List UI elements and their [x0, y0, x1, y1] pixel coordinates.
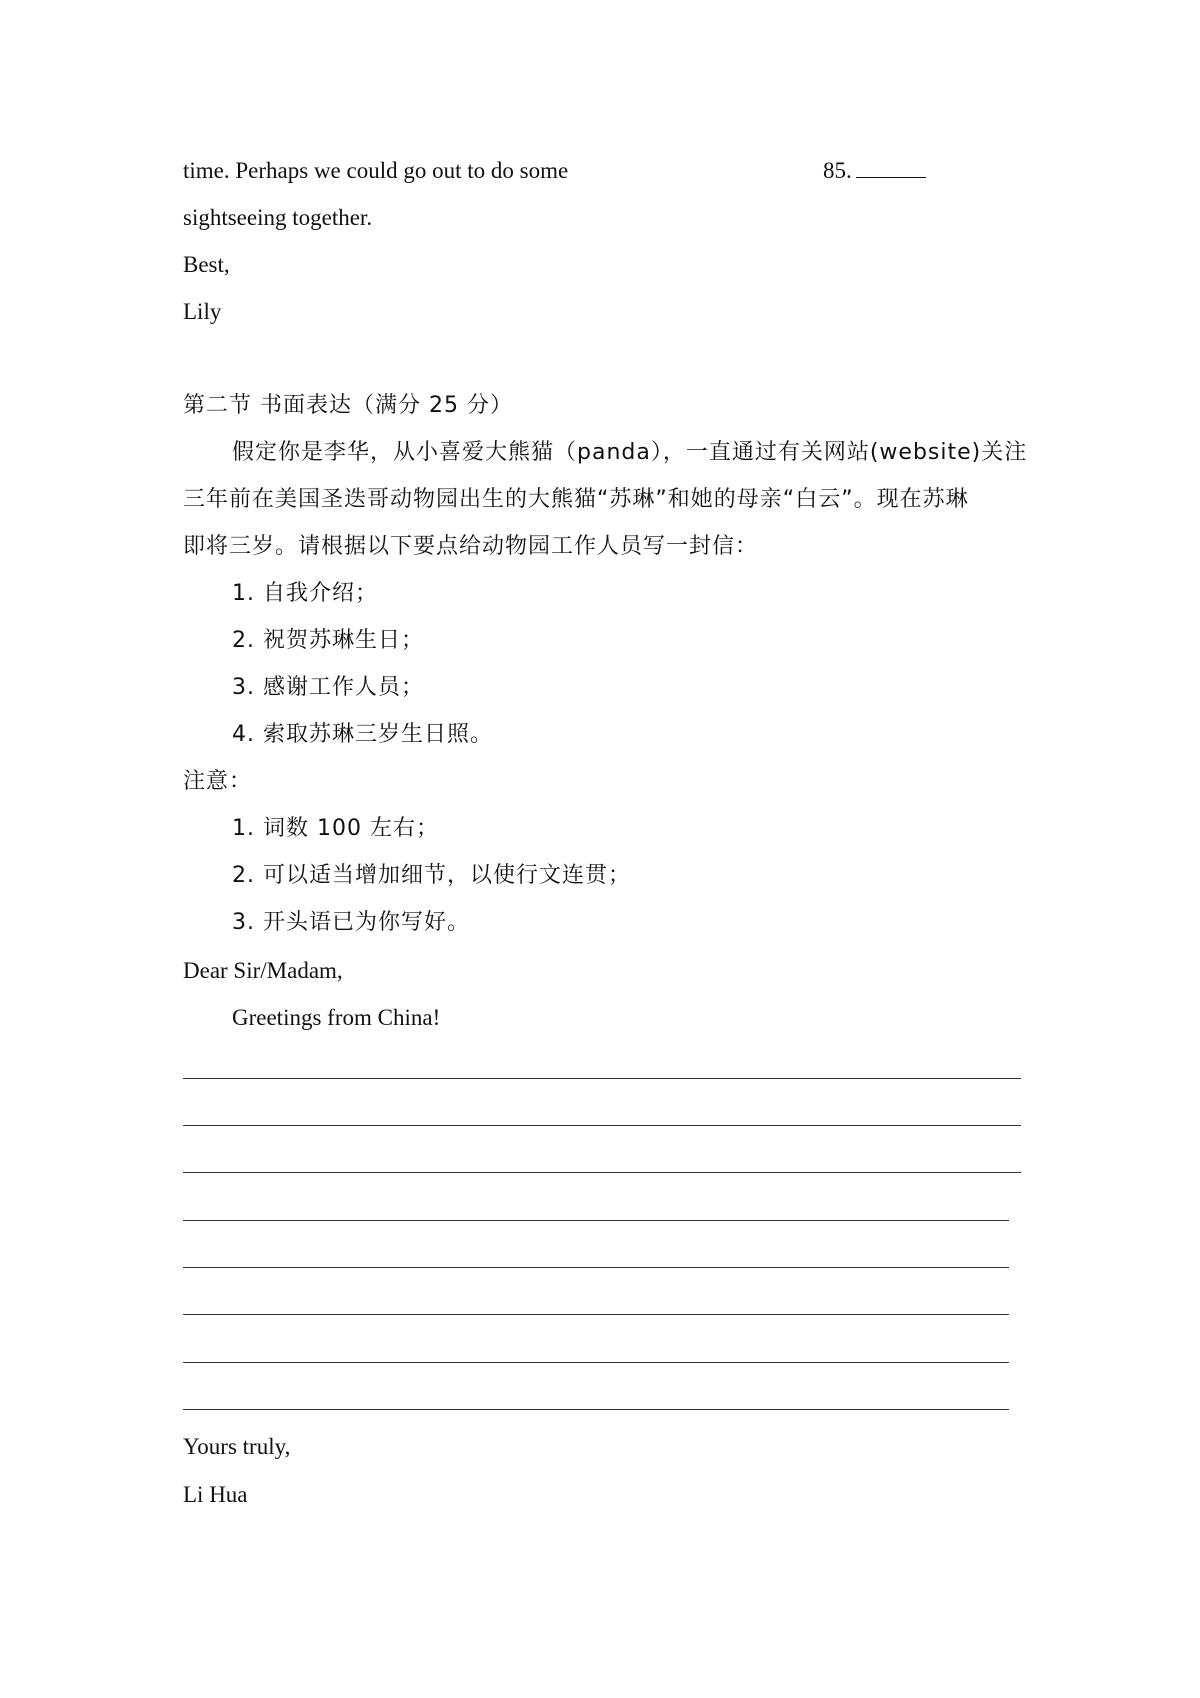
answer-line[interactable]	[183, 1078, 1021, 1079]
answer-line[interactable]	[183, 1220, 1009, 1221]
prompt-line-3: 即将三岁。请根据以下要点给动物园工作人员写一封信：	[183, 534, 759, 559]
point-item: 2. 祝贺苏琳生日；	[232, 628, 424, 653]
letter-signature: Li Hua	[183, 1482, 248, 1507]
answer-line[interactable]	[183, 1125, 1021, 1126]
letter-tail-line1: time. Perhaps we could go out to do some	[183, 158, 569, 183]
point-item: 3. 感谢工作人员；	[232, 675, 424, 700]
question-85-blank[interactable]	[823, 156, 926, 186]
note-item: 1. 词数 100 左右；	[232, 816, 439, 841]
answer-line[interactable]	[183, 1409, 1009, 1410]
note-item: 3. 开头语已为你写好。	[232, 910, 470, 935]
point-item: 1. 自我介绍；	[232, 581, 378, 606]
prompt-line-1: 假定你是李华，从小喜爱大熊猫（panda），一直通过有关网站(website)关注	[232, 440, 1028, 465]
letter-tail-signature: Lily	[183, 299, 222, 324]
notes-label: 注意：	[183, 769, 253, 794]
letter-opening: Greetings from China!	[232, 1005, 441, 1030]
question-85-underline[interactable]	[856, 159, 926, 178]
section-heading: 第二节 书面表达（满分 25 分）	[183, 393, 513, 418]
letter-tail-line2: sightseeing together.	[183, 205, 373, 230]
answer-line[interactable]	[183, 1314, 1009, 1315]
note-item: 2. 可以适当增加细节，以使行文连贯；	[232, 863, 631, 888]
answer-line[interactable]	[183, 1172, 1021, 1173]
letter-tail-closing: Best,	[183, 252, 230, 277]
prompt-line-2: 三年前在美国圣迭哥动物园出生的大熊猫“苏琳”和她的母亲“白云”。现在苏琳	[183, 487, 969, 512]
answer-line[interactable]	[183, 1267, 1009, 1268]
point-item: 4. 索取苏琳三岁生日照。	[232, 722, 493, 747]
question-85-label: 85.	[823, 158, 852, 183]
letter-closing: Yours truly,	[183, 1434, 291, 1459]
answer-line[interactable]	[183, 1362, 1009, 1363]
letter-salutation: Dear Sir/Madam,	[183, 958, 343, 983]
